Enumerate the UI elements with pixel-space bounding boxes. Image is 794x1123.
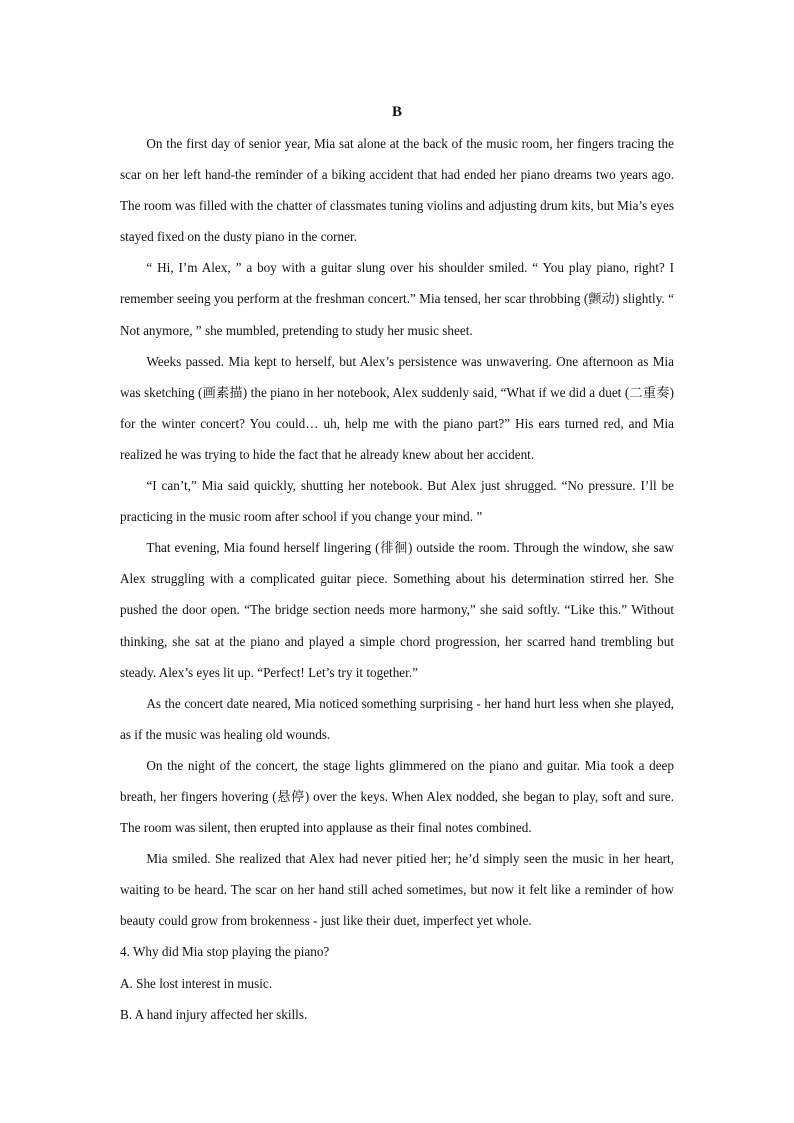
- paragraph: Weeks passed. Mia kept to herself, but Alex’s persistence was unwavering. One afternoon as Mia was sketching (画素描) the piano in her notebook, Alex suddenly said, “What if we did a duet (二重奏) for the winter concert? You could… uh, help me with the piano part?” His ears turned red, and Mia realized he was trying to hide the fact that he already knew about her accident.: [120, 353, 674, 462]
- answer-option-b: B. A hand injury affected her skills.: [120, 1006, 308, 1022]
- paragraph: As the concert date neared, Mia noticed something surprising - her hand hurt less when she played, as if the music was healing old wounds.: [120, 695, 674, 742]
- section-title: B: [391, 104, 402, 120]
- paragraph: That evening, Mia found herself lingering (徘徊) outside the room. Through the window, she saw Alex struggling with a complicated guitar piece. Something about his determination stirred her. She pushed the door open. “The bridge section needs more harmony,” she said softly. “Like this.” Without thinking, she sat at the piano and played a simple chord progression, her scarred hand trembling but steady. Alex’s eyes lit up. “Perfect! Let’s try it together.”: [120, 540, 674, 680]
- document-page: [120, 100, 674, 1030]
- paragraph: “I can’t,” Mia said quickly, shutting her notebook. But Alex just shrugged. “No pressure. I’ll be practicing in the music room after school if you change your mind. ”: [120, 478, 674, 525]
- question-text: 4. Why did Mia stop playing the piano?: [120, 944, 330, 960]
- paragraph: “ Hi, I’m Alex, ” a boy with a guitar slung over his shoulder smiled. “ You play piano, right? I remember seeing you perform at the freshman concert.” Mia tensed, her scar throbbing (颤动) slightly. “ Not anymore, ” she mumbled, pretending to study her music sheet.: [120, 260, 674, 338]
- paragraph: Mia smiled. She realized that Alex had never pitied her; he’d simply seen the music in her heart, waiting to be heard. The scar on her hand still ached sometimes, but now it felt like a reminder of how beauty could grow from brokenness - just like their duet, imperfect yet whole.: [120, 851, 674, 929]
- answer-option-a: A. She lost interest in music.: [120, 975, 273, 991]
- paragraph: On the first day of senior year, Mia sat alone at the back of the music room, her fingers tracing the scar on her left hand-the reminder of a biking accident that had ended her piano dreams two years ago. The room was filled with the chatter of classmates tuning violins and adjusting drum kits, but Mia’s eyes stayed fixed on the dusty piano in the corner.: [120, 136, 674, 245]
- paragraph: On the night of the concert, the stage lights glimmered on the piano and guitar. Mia took a deep breath, her fingers hovering (悬停) over the keys. When Alex nodded, she began to play, soft and sure. The room was silent, then erupted into applause as their final notes combined.: [120, 757, 674, 836]
